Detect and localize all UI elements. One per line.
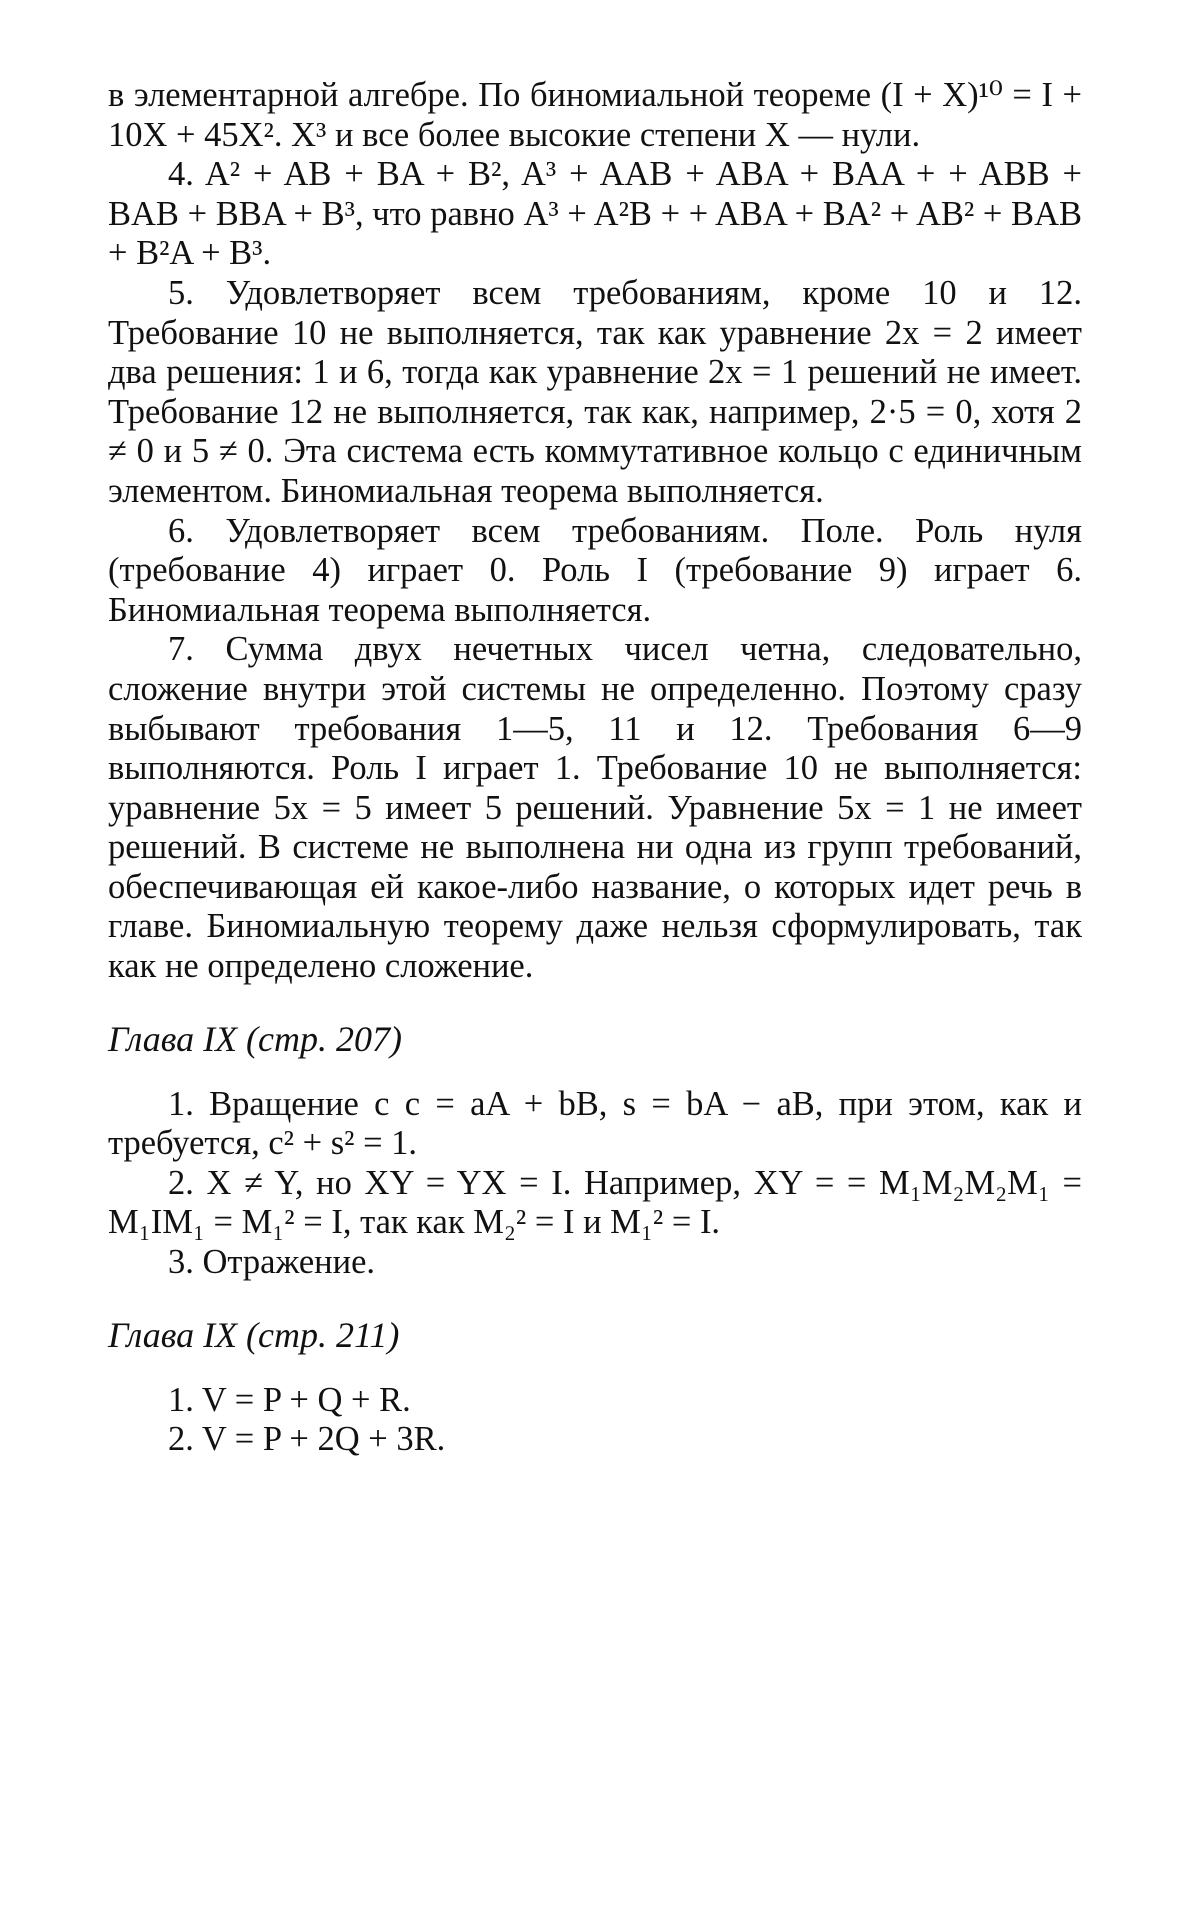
answer-207-3: 3. Отражение. <box>168 1243 376 1282</box>
answer-207-1: 1. Вращение с c = aA + bB, s = bA − aB, при этом, как и требуется, c² + s² = 1. <box>108 1084 1082 1163</box>
paragraph-continuation: в элементарной алгебре. По биномиальной теореме (I + X)¹⁰ = I + 10X + 45X². X³ и все более высокие степени X — нули. <box>108 76 1082 154</box>
answer-211-2: 2. V = P + 2Q + 3R. <box>168 1420 446 1459</box>
chapter-heading-211: Глава IX (стр. 211) <box>108 1314 400 1355</box>
answer-5: 5. Удовлетворяет всем требованиям, кроме 10 и 12. Требование 10 не выполняется, так как уравнение 2x = 2 имеет два решения: 1 и 6, тогда как уравнение 2x = 1 решений не имеет. Требование 12 не выполняется, так как, например, 2·5 = 0, хотя 2 ≠ 0 и 5 ≠ 0. Эта система есть коммутативное кольцо с единичным элементом. Биномиальная теорема выполняется. <box>108 273 1082 510</box>
answer-207-2: 2. X ≠ Y, но XY = YX = I. Например, XY = = M₁M₂M₂M₁ = M₁IM₁ = M₁² = I, так как M₂² = I и M₁² = I. <box>108 1163 1082 1242</box>
answer-6: 6. Удовлетворяет всем требованиям. Поле. Роль нуля (требование 4) играет 0. Роль I (требование 9) играет 6. Биномиальная теорема выполняется. <box>108 511 1082 629</box>
answer-7: 7. Сумма двух нечетных чисел четна, следовательно, сложение внутри этой системы не определенно. Поэтому сразу выбывают требования 1—5, 11 и 12. Требования 6—9 выполняются. Роль I играет 1. Требование 10 не выполняется: уравнение 5x = 5 имеет 5 решений. Уравнение 5x = 1 не имеет решений. В системе не выполнена ни одна из групп требований, обеспечивающая ей какое-либо название, о которых идет речь в главе. Биномиальную теорему даже нельзя сформулировать, так как не определено сложение. <box>108 630 1082 986</box>
page-content <box>108 76 1082 1460</box>
answer-4: 4. A² + AB + BA + B², A³ + AAB + ABA + BAA + + ABB + BAB + BBA + B³, что равно A³ + A²B + + ABA + BA² + AB² + BAB + B²A + B³. <box>108 155 1082 273</box>
chapter-heading-207: Глава IX (стр. 207) <box>108 1018 403 1059</box>
answer-211-1: 1. V = P + Q + R. <box>168 1380 411 1419</box>
